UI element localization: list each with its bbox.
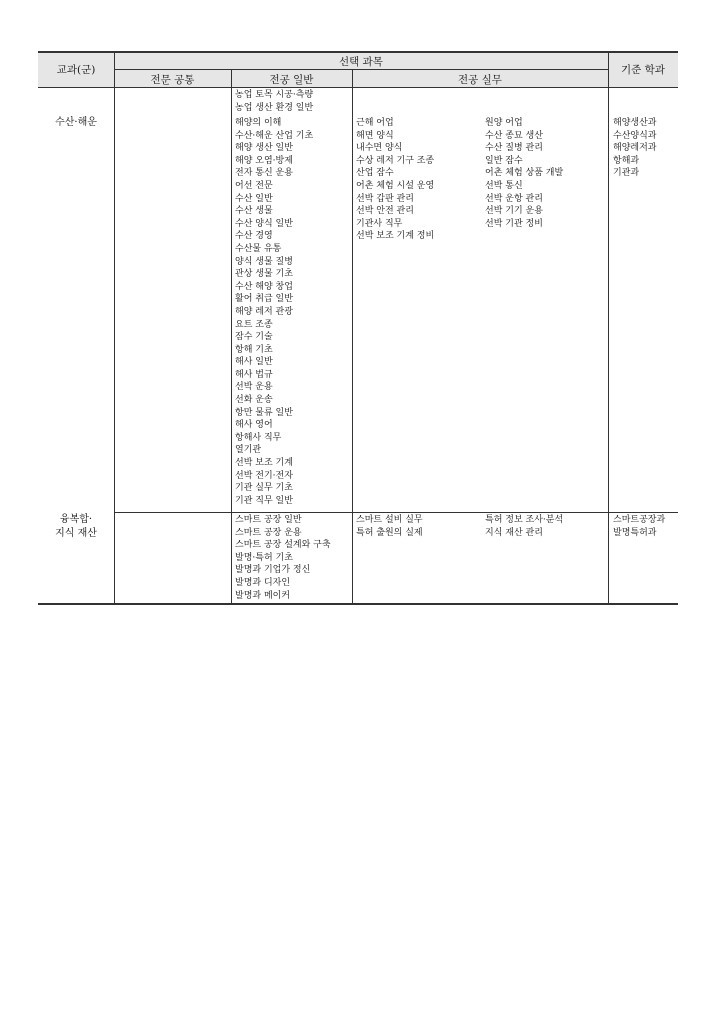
col-divider-3 — [352, 69, 353, 604]
list-item: 잠수 기술 — [235, 332, 273, 343]
list-item: 해양 생산 일반 — [235, 143, 293, 154]
list-item: 선박 기관 정비 — [485, 218, 543, 229]
department-list — [613, 514, 665, 539]
list-item: 선박 기기 운용 — [485, 206, 543, 217]
header-practice: 전공 실무 — [458, 74, 502, 86]
list-item: 활어 취급 일반 — [235, 294, 293, 305]
list-item: 수산 생물 — [235, 206, 273, 217]
practice-subjects-a — [356, 514, 423, 539]
list-item: 관상 생물 기초 — [235, 269, 293, 280]
top-rule — [38, 51, 678, 53]
list-item: 수산 경영 — [235, 231, 273, 242]
list-item: 선박 안전 관리 — [356, 206, 414, 217]
list-item: 기관과 — [613, 168, 640, 179]
list-item: 발명과 메이커 — [235, 590, 291, 601]
list-item: 해양의 이해 — [235, 118, 282, 128]
list-item: 선박 갑판 관리 — [356, 193, 414, 204]
list-item: 선박 보조 기계 — [235, 458, 293, 469]
category-line: 지식 재산 — [55, 528, 97, 539]
list-item: 특허 출원의 실제 — [356, 527, 423, 538]
header-bottom-rule — [38, 87, 678, 88]
list-item: 항해과 — [613, 155, 640, 166]
list-item: 스마트 공장 운용 — [235, 527, 302, 538]
list-item: 선박 운용 — [235, 382, 273, 393]
practice-subjects-b — [485, 514, 563, 539]
list-item: 특허 정보 조사·분석 — [485, 515, 564, 525]
list-item: 기관 직무 일반 — [235, 495, 293, 506]
list-item: 항해 기초 — [235, 344, 273, 355]
list-item: 수산물 유통 — [235, 243, 282, 254]
general-subjects-pre — [235, 89, 313, 114]
list-item: 수상 레저 기구 조종 — [356, 155, 435, 166]
subheader-rule — [114, 69, 608, 70]
list-item: 발명과 디자인 — [235, 577, 291, 588]
list-item: 농업 토목 시공·측량 — [235, 90, 314, 100]
practice-subjects-b — [485, 117, 563, 230]
list-item: 해양 레저 관광 — [235, 306, 293, 317]
col-divider-4 — [608, 51, 609, 604]
list-item: 스마트 설비 실무 — [356, 515, 423, 525]
list-item: 요트 조종 — [235, 319, 273, 330]
list-item: 수산 종묘 생산 — [485, 130, 543, 141]
list-item: 수산 양식 일반 — [235, 218, 293, 229]
list-item: 수산·해운 산업 기초 — [235, 130, 314, 141]
department-list — [613, 117, 656, 180]
category-label — [38, 513, 114, 541]
row-divider — [114, 512, 678, 513]
list-item: 양식 생물 질병 — [235, 256, 293, 267]
list-item: 해양레저과 — [613, 143, 657, 154]
general-subjects — [235, 117, 313, 507]
list-item: 열기관 — [235, 445, 262, 456]
list-item: 수산 해양 창업 — [235, 281, 293, 292]
list-item: 어촌 체험 시설 운영 — [356, 180, 435, 191]
list-item: 해양 오염·방제 — [235, 155, 293, 166]
list-item: 해사 일반 — [235, 357, 273, 368]
list-item: 선박 전기·전자 — [235, 470, 293, 481]
list-item: 기관사 직무 — [356, 218, 403, 229]
list-item: 수산 일반 — [235, 193, 273, 204]
list-item: 선박 통신 — [485, 180, 523, 191]
general-subjects — [235, 514, 331, 602]
col-divider-2 — [231, 69, 232, 604]
list-item: 항만 물류 일반 — [235, 407, 293, 418]
bottom-rule — [38, 603, 678, 605]
list-item: 선화 운송 — [235, 395, 273, 406]
list-item: 스마트 공장 일반 — [235, 515, 302, 525]
list-item: 원양 어업 — [485, 118, 523, 128]
category-line: 융복합· — [59, 514, 93, 525]
list-item: 어촌 체험 상품 개발 — [485, 168, 564, 179]
list-item: 내수면 양식 — [356, 143, 403, 154]
list-item: 전자 통신 운용 — [235, 168, 293, 179]
list-item: 기관 실무 기초 — [235, 483, 293, 494]
header-common: 전문 공통 — [150, 74, 195, 86]
list-item: 해면 양식 — [356, 130, 394, 141]
list-item: 선박 운항 관리 — [485, 193, 543, 204]
list-item: 해사 법규 — [235, 369, 273, 380]
list-item: 발명과 기업가 정신 — [235, 565, 311, 576]
header-selected-subjects: 선택 과목 — [339, 56, 383, 68]
list-item: 발명·특허 기초 — [235, 552, 293, 563]
category-label: 수산·해운 — [55, 117, 97, 128]
list-item: 해사 영어 — [235, 420, 273, 431]
header-general: 전공 일반 — [269, 74, 314, 86]
list-item: 일반 잠수 — [485, 155, 523, 166]
list-item: 스마트공장과 — [613, 515, 666, 525]
list-item: 산업 잠수 — [356, 168, 394, 179]
list-item: 농업 생산 환경 일반 — [235, 102, 314, 113]
list-item: 근해 어업 — [356, 118, 394, 128]
header-area: 교과(군) — [56, 64, 96, 76]
list-item: 지식 재산 관리 — [485, 527, 543, 538]
practice-subjects-a — [356, 117, 434, 243]
list-item: 수산 질병 관리 — [485, 143, 543, 154]
list-item: 어선 전문 — [235, 180, 273, 191]
list-item: 선박 보조 기계 정비 — [356, 231, 435, 242]
list-item: 발명특허과 — [613, 527, 657, 538]
list-item: 해양생산과 — [613, 118, 657, 128]
col-divider-1 — [114, 51, 115, 604]
list-item: 항해사 직무 — [235, 432, 282, 443]
header-dept: 기준 학과 — [621, 64, 665, 76]
list-item: 수산양식과 — [613, 130, 657, 141]
list-item: 스마트 공장 설계와 구축 — [235, 540, 331, 551]
curriculum-table — [38, 51, 678, 604]
